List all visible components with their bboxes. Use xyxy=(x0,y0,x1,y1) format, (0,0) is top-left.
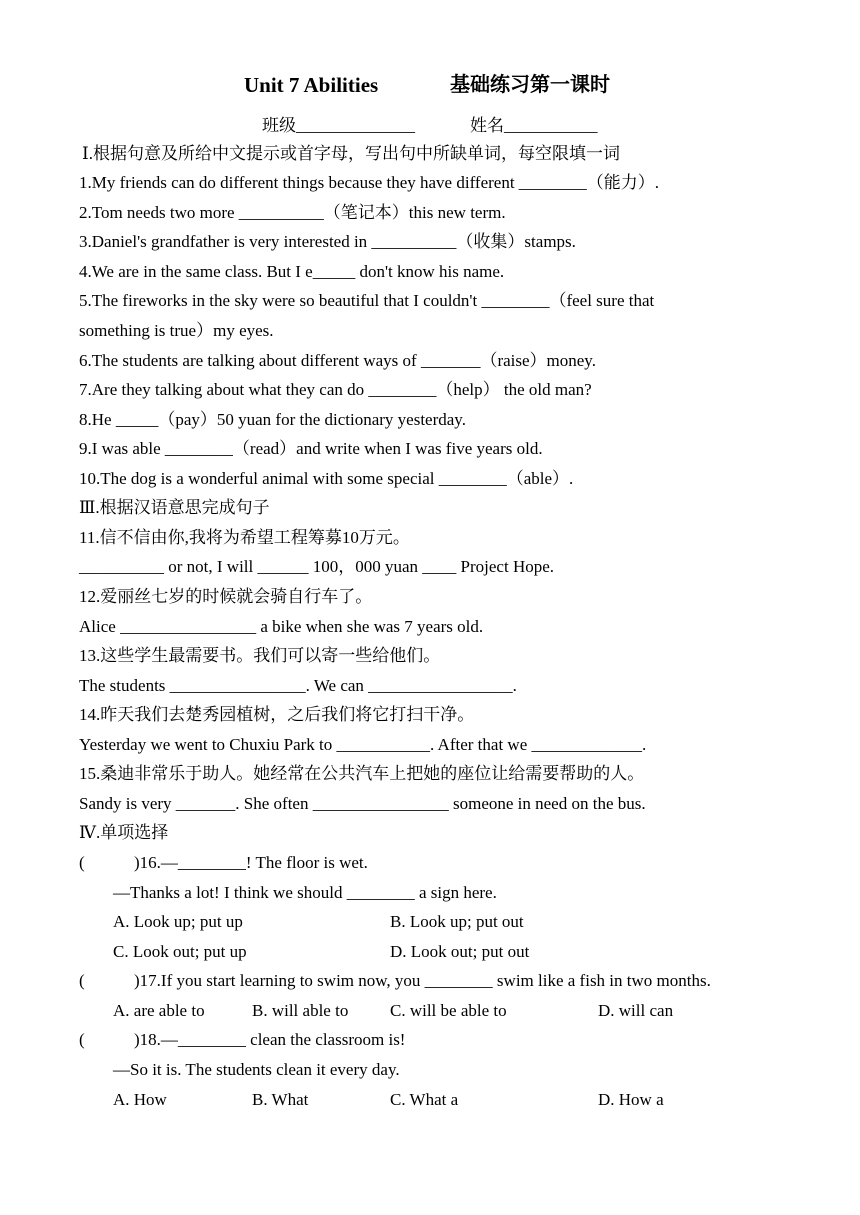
question-3: 3.Daniel's grandfather is very interested in __________（收集）stamps. xyxy=(79,232,576,251)
question-18: )18.—________ clean the classroom is! xyxy=(134,1030,406,1049)
worksheet-title-chinese: 基础练习第一课时 xyxy=(450,74,610,96)
question-18-option-a: A. How xyxy=(113,1090,167,1109)
question-16-option-b: B. Look up; put out xyxy=(390,912,524,931)
question-17-option-d: D. will can xyxy=(598,1001,674,1020)
question-5-line-2: something is true）my eyes. xyxy=(79,321,274,340)
question-15-chinese: 15.桑迪非常乐于助人。她经常在公共汽车上把她的座位让给需要帮助的人。 xyxy=(79,764,645,783)
question-11-english: __________ or not, I will ______ 100，000 yuan ____ Project Hope. xyxy=(79,557,555,576)
question-11-chinese: 11.信不信由你,我将为希望工程筹募10万元。 xyxy=(79,528,410,547)
question-16-option-c: C. Look out; put up xyxy=(113,942,247,961)
question-16-option-a: A. Look up; put up xyxy=(113,912,243,931)
question-14-english: Yesterday we went to Chuxiu Park to ___________. After that we _____________. xyxy=(79,735,647,754)
question-17-option-a: A. are able to xyxy=(113,1001,205,1020)
section-1-heading: Ⅰ.根据句意及所给中文提示或首字母，写出句中所缺单词，每空限填一词 xyxy=(82,144,620,163)
class-field: 班级______________ xyxy=(262,116,415,135)
question-17-option-c: C. will be able to xyxy=(390,1001,507,1020)
question-16-option-d: D. Look out; put out xyxy=(390,942,530,961)
question-17-answer-paren: ( xyxy=(79,971,85,990)
question-18-option-b: B. What xyxy=(252,1090,309,1109)
question-13-english: The students ________________. We can _________________. xyxy=(79,676,517,695)
question-12-english: Alice ________________ a bike when she was 7 years old. xyxy=(79,617,484,636)
question-17-option-b: B. will able to xyxy=(252,1001,349,1020)
question-17: )17.If you start learning to swim now, you ________ swim like a fish in two months. xyxy=(134,971,711,990)
question-18-answer-paren: ( xyxy=(79,1030,85,1049)
question-18-reply: —So it is. The students clean it every day. xyxy=(113,1060,400,1079)
question-13-chinese: 13.这些学生最需要书。我们可以寄一些给他们。 xyxy=(79,646,441,665)
question-14-chinese: 14.昨天我们去楚秀园植树，之后我们将它打扫干净。 xyxy=(79,705,475,724)
section-4-heading: Ⅳ.单项选择 xyxy=(79,823,169,842)
question-2: 2.Tom needs two more __________（笔记本）this new term. xyxy=(79,203,506,222)
section-3-heading: Ⅲ.根据汉语意思完成句子 xyxy=(79,498,270,517)
question-5-line-1: 5.The fireworks in the sky were so beautiful that I couldn't ________（feel sure that xyxy=(79,291,655,310)
question-18-option-c: C. What a xyxy=(390,1090,459,1109)
question-9: 9.I was able ________（read）and write when I was five years old. xyxy=(79,439,543,458)
question-6: 6.The students are talking about different ways of _______（raise）money. xyxy=(79,351,596,370)
question-16: )16.—________! The floor is wet. xyxy=(134,853,368,872)
question-10: 10.The dog is a wonderful animal with some special ________（able）. xyxy=(79,469,574,488)
worksheet-title: Unit 7 Abilities xyxy=(244,73,379,97)
question-16-reply: —Thanks a lot! I think we should ________ a sign here. xyxy=(113,883,497,902)
question-8: 8.He _____（pay）50 yuan for the dictionary yesterday. xyxy=(79,410,466,429)
name-field: 姓名___________ xyxy=(470,116,598,135)
question-7: 7.Are they talking about what they can do ________（help） the old man? xyxy=(79,380,592,399)
question-12-chinese: 12.爱丽丝七岁的时候就会骑自行车了。 xyxy=(79,587,373,606)
question-1: 1.My friends can do different things because they have different ________（能力）. xyxy=(79,173,660,192)
question-15-english: Sandy is very _______. She often ________________ someone in need on the bus. xyxy=(79,794,646,813)
question-18-option-d: D. How a xyxy=(598,1090,664,1109)
question-4: 4.We are in the same class. But I e_____ don't know his name. xyxy=(79,262,505,281)
question-16-answer-paren: ( xyxy=(79,853,85,872)
